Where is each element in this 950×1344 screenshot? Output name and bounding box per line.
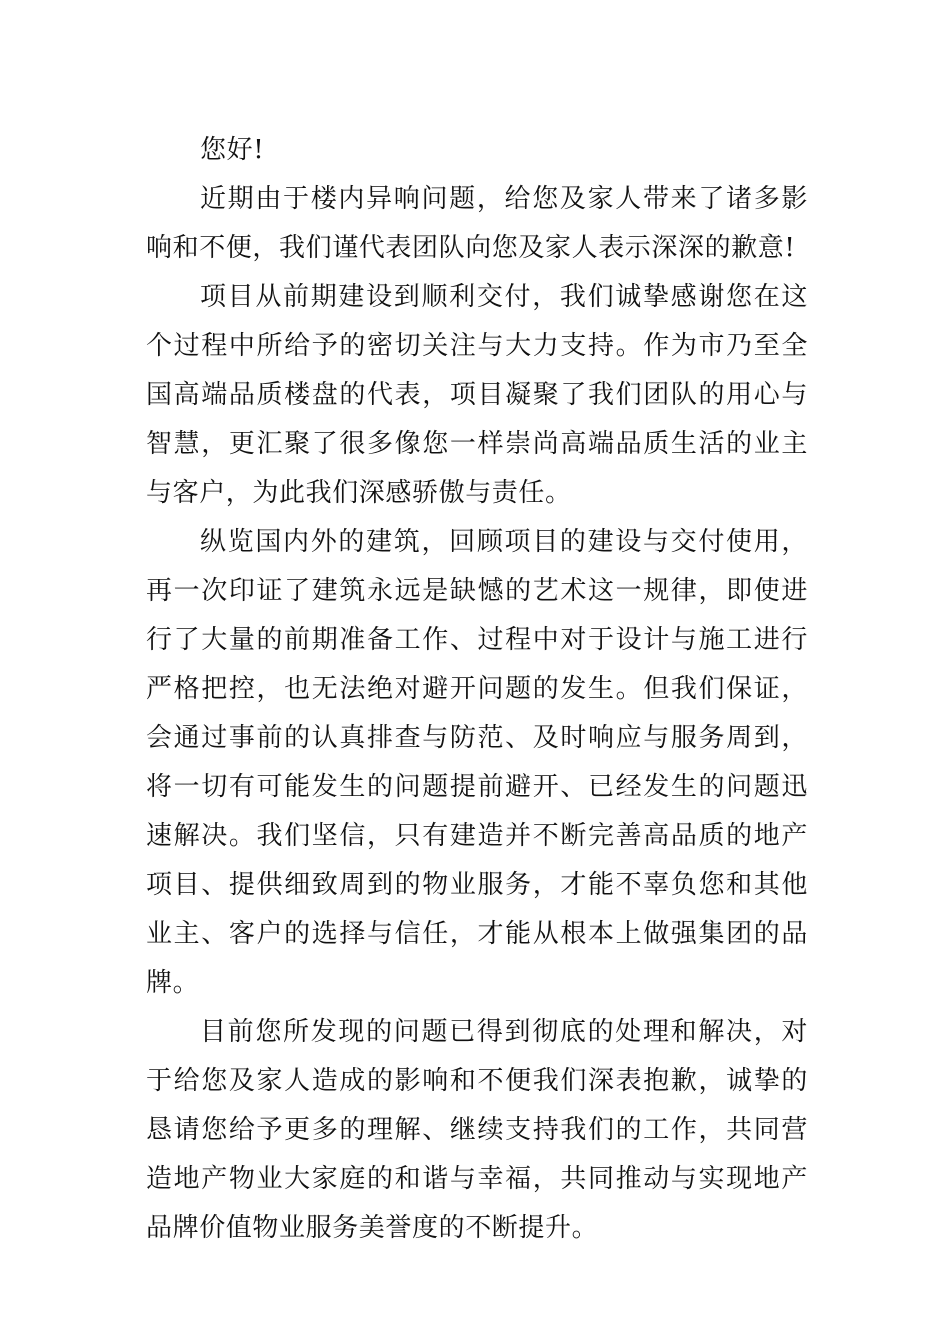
commitment-paragraph: 纵览国内外的建筑，回顾项目的建设与交付使用，再一次印证了建筑永远是缺憾的艺术这一规律，即使进行了大量的前期准备工作、过程中对于设计与施工进行严格把控，也无法绝对避开问题的发生。但我们保证，会通过事前的认真排查与防范、及时响应与服务周到，将一切有可能发生的问题提前避开、已经发生的问题迅速解决。我们坚信，只有建造并不断完善高品质的地产项目、提供细致周到的物业服务，才能不辜负您和其他业主、客户的选择与信任，才能从根本上做强集团的品牌。 [146,527,808,998]
apology-paragraph: 近期由于楼内异响问题，给您及家人带来了诸多影响和不便，我们谨代表团队向您及家人表示深深的歉意! [146,184,808,263]
letter-body [146,126,808,1253]
greeting-paragraph: 您好! [200,135,265,165]
gratitude-paragraph: 项目从前期建设到顺利交付，我们诚挚感谢您在这个过程中所给予的密切关注与大力支持。作为市乃至全国高端品质楼盘的代表，项目凝聚了我们团队的用心与智慧，更汇聚了很多像您一样崇尚高端品质生活的业主与客户，为此我们深感骄傲与责任。 [146,282,808,508]
closing-paragraph: 目前您所发现的问题已得到彻底的处理和解决，对于给您及家人造成的影响和不便我们深表抱歉，诚挚的恳请您给予更多的理解、继续支持我们的工作，共同营造地产物业大家庭的和谐与幸福，共同推动与实现地产品牌价值物业服务美誉度的不断提升。 [146,1017,808,1243]
